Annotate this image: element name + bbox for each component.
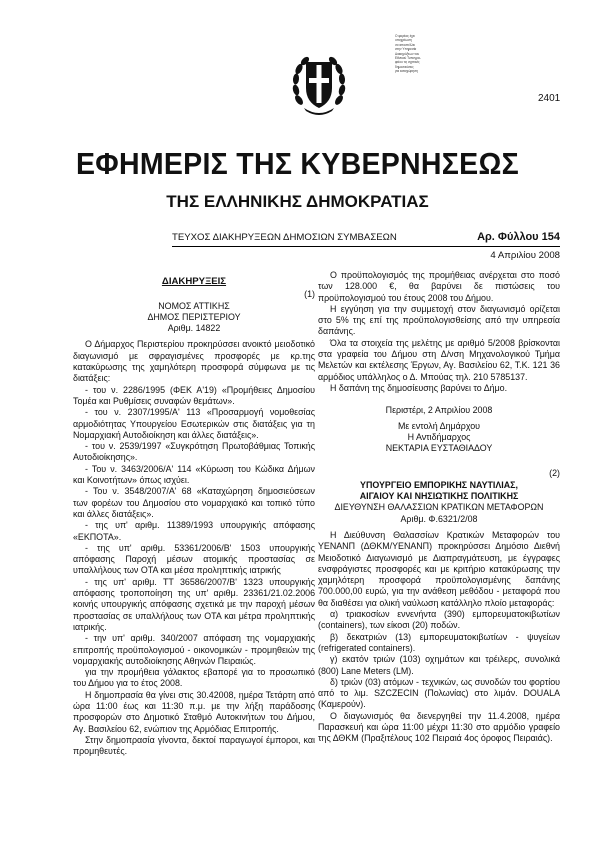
- paragraph: Στην δημοπρασία γίνοντα, δεκτοί παραγωγοί έμποροι, και προμηθευτές.: [73, 734, 315, 757]
- paragraph: Ο προϋπολογισμός της προμήθειας ανέρχεται στο ποσό των 128.000 €, θα βαρύνει δε πιστώσεις του προϋπολογισμού του έτους 2008 του Δήμου.: [318, 270, 560, 303]
- paragraph: Η δημοπρασία θα γίνει στις 30.42008, ημέρα Τετάρτη από ώρα 11:00 έως και 11:30 π.μ. με την λήξη παράδοσης προσφορών στο Δημοτικό Σταθμό Αυτοκινήτων του Δήμου, Αγ. Βασιλείου 62, ενώπιον της Αρμόδιας Επιτροπής.: [73, 689, 315, 734]
- note-line: στην Υπηρεσία: [395, 47, 417, 52]
- paragraph: α) τριακοσίων εννενήντα (390) εμπορευματοκιβωτίων (containers), των είκοσι (20) ποδών.: [318, 609, 560, 631]
- reference-number: Αριθμ. 14822: [167, 323, 221, 334]
- paragraph: δ) τριών (03) ατόμων - τεχνικών, ως συνοδών του φορτίου από το λιμ. SZCZECIN (Πολωνίας) στο λιμάν. DOUALA (Καμερούν).: [318, 676, 560, 710]
- paragraph: - του ν. 2307/1995/Α' 113 «Προσαρμογή νομοθεσίας αρμοδιότητας Υπουργείου Εσωτερικών στις διατάξεις για τη Νομαρχιακή Αυτοδιοίκηση και άλλες διατάξεις».: [73, 407, 315, 440]
- note-line: Διακηρύξεων του: [395, 51, 420, 56]
- paragraph: Η εγγύηση για την συμμετοχή στον διαγωνισμό ορίζεται στο 5% της επί της προϋπολογισθείσης από την υπηρεσία δαπάνης.: [318, 303, 560, 337]
- reference-number: Αριθμ. Φ.6321/2/08: [400, 513, 478, 524]
- publication-note: [395, 34, 475, 74]
- gazette-subtitle: ΤΗΣ ΕΛΛΗΝΙΚΗΣ ΔΗΜΟΚΡΑΤΙΑΣ: [166, 192, 429, 211]
- org-line: ΔΗΜΟΣ ΠΕΡΙΣΤΕΡΙΟΥ: [147, 311, 241, 322]
- sheet-number: Αρ. Φύλλου 154: [477, 231, 560, 243]
- issue-date: 4 Απριλίου 2008: [490, 250, 560, 261]
- org-line: ΥΠΟΥΡΓΕΙΟ ΕΜΠΟΡΙΚΗΣ ΝΑΥΤΙΛΙΑΣ,: [360, 479, 518, 490]
- right-column: [318, 270, 560, 745]
- spacer: [318, 454, 560, 468]
- paragraph: - της υπ' αριθμ. ΤΤ 36586/2007/Β' 1323 υπουργικής απόφασης τροποποίηση της υπ' αριθμ. 23361/21.02.2006 κοινής υπουργικής απόφασης σχετικά με την παροχή μέσων προστασίας σε υπαλλήλους των ΟΤΑ και μέτρα προληπτικής ιατρικής.: [73, 576, 315, 632]
- paragraph: Όλα τα στοιχεία της μελέτης με αριθμό 5/2008 βρίσκονται στα γραφεία του Δήμου στη Δ/νση Μηχανολογικού Τμήμα Μελετών και εκτέλεσης Έργων, Αγ. Βασιλείου 62, Τ.Κ. 121 36 αρμόδιος υπάλληλος ο Δ. Μπούας τηλ. 210 5785137.: [318, 337, 560, 382]
- note-line: Εθνικού Τυπογρα-: [395, 56, 421, 61]
- place-date: Περιστέρι, 2 Απριλίου 2008: [385, 405, 493, 416]
- org-line: ΔΙΕΥΘΥΝΣΗ ΘΑΛΑΣΣΙΩΝ ΚΡΑΤΙΚΩΝ ΜΕΤΑΦΟΡΩΝ: [334, 502, 544, 513]
- page-number: 2401: [538, 93, 561, 104]
- paragraph: γ) εκατόν τριών (103) οχημάτων και τρέιλερς, συνολικά (800) Lane Meters (LM).: [318, 654, 560, 676]
- paragraph: για την προμήθεια γάλακτος εβαπορέ για το προσωπικό του Δήμου για το έτος 2008.: [73, 667, 315, 689]
- paragraph: Ο διαγωνισμός θα διενεργηθεί την 11.4.2008, ημέρα Παρασκευή και ώρα 11:00 μέχρι 11:30 στο αρμόδιο γραφείο της ΔΘΚΜ (Πραξιτέλους 102 Πειραιά 4ος όροφος Πειραιάς).: [318, 710, 560, 744]
- item-number: (2): [549, 468, 560, 479]
- note-line: υποχρέωση: [395, 38, 412, 43]
- gazette-title: ΕΦΗΜΕΡΙΣ ΤΗΣ ΚΥΒΕΡΝΗΣΕΩΣ: [75, 146, 520, 181]
- paragraph: - του ν. 2539/1997 «Συγκρότηση Πρωτοβάθμιας Τοπικής Αυτοδιοίκησης».: [73, 441, 315, 463]
- paragraph: Η Διεύθυνση Θαλασσίων Κρατικών Μεταφορών του ΥΕΝΑΝΠ (ΔΘΚΜ/ΥΕΝΑΝΠ) προκηρύσσει Δημόσιο Διεθνή Μειοδοτικό Διαγωνισμό με Διαπραγμάτευση, με έγγραφες ενσφράγιστες προσφορές και με κριτήριο κατακύρωσης την χαμηλότερη προσφορά προϋπολογισμένης δαπάνης 700.000,00 ευρώ, για την ανάθεση μεθόδου - μεταφορά που θα διαθέσει για ολική ναύλωση κατάλληλο πλοίο μεταφοράς:: [318, 529, 560, 608]
- note-line: δημοσιεύσεις: [395, 64, 414, 69]
- spacer: [318, 394, 560, 405]
- left-column: [73, 270, 315, 757]
- note-line: Ο φορέας έχει: [395, 34, 415, 38]
- signature-line: Η Αντιδήμαρχος: [407, 431, 471, 442]
- issue-type: ΤΕΥΧΟΣ ΔΙΑΚΗΡΥΞΕΩΝ ΔΗΜΟΣΙΩΝ ΣΥΜΒΑΣΕΩΝ: [172, 232, 397, 243]
- note-line: για καταχώρηση: [395, 69, 418, 74]
- paragraph: - Του ν. 3463/2006/Α' 114 «Κύρωση του Κώδικα Δήμων και Κοινοτήτων» όπως ισχύει.: [73, 463, 315, 486]
- paragraph: Η δαπάνη της δημοσίευσης βαρύνει το Δήμο.: [330, 382, 508, 393]
- org-line: ΝΟΜΟΣ ΑΤΤΙΚΗΣ: [158, 300, 230, 311]
- paragraph: Ο Δήμαρχος Περιστερίου προκηρύσσει ανοικτό μειοδοτικό διαγωνισμό με σφραγισμένες προσφορές με κρ.της κατακύρωσης της χαμηλότερη προσφορά σύμφωνα με τις διατάξεις:: [73, 339, 315, 384]
- paragraph: - της υπ' αριθμ. 11389/1993 υπουργικής απόφασης «ΕΚΠΟΤΑ».: [73, 520, 315, 542]
- paragraph: - της υπ' αριθμ. 53361/2006/Β' 1503 υπουργικής απόφασης Παροχή μέσων ατομικής προστασίας σε υπαλλήλους των ΟΤΑ και μέσα προληπτικής ιατρικής: [73, 542, 315, 576]
- signature-line: Με εντολή Δημάρχου: [397, 420, 481, 431]
- paragraph: - την υπ' αριθμ. 340/2007 απόφαση της νομαρχιακής επιτροπής προϋπολογισμού - οικονομικών - προμηθειών της νομαρχιακής αυτοδιοίκησης Αθηνών Πειραιώς.: [73, 633, 315, 666]
- paragraph: - του ν. 2286/1995 (ΦΕΚ Α'19) «Προμήθειες Δημοσίου Τομέα και Ρυθμίσεις συναφών θεμάτων».: [73, 384, 315, 406]
- note-line: να αποστέλλει: [395, 42, 416, 47]
- header-divider: [172, 246, 560, 247]
- paragraph: β) δεκατριών (13) εμπορευματοκιβωτίων - ψυγείων (refrigerated containers).: [318, 631, 560, 653]
- item-number: (1): [304, 289, 315, 300]
- org-line: ΑΙΓΑΙΟΥ ΚΑΙ ΝΗΣΙΩΤΙΚΗΣ ΠΟΛΙΤΙΚΗΣ: [359, 491, 519, 502]
- section-heading: ΔΙΑΚΗΡΥΞΕΙΣ: [161, 276, 227, 287]
- note-line: φείου τις σχετικές: [395, 60, 420, 65]
- signatory-name: ΝΕΚΤΑΡΙΑ ΕΥΣΤΑΘΙΑΔΟΥ: [385, 443, 493, 454]
- greek-coat-of-arms-icon: [290, 50, 348, 120]
- paragraph: - Του ν. 3548/2007/Α' 68 «Καταχώρηση δημοσιεύσεων των φορέων του Δημοσίου στο νομαρχιακό και τοπικό τύπο και άλλες διατάξεις».: [73, 486, 315, 519]
